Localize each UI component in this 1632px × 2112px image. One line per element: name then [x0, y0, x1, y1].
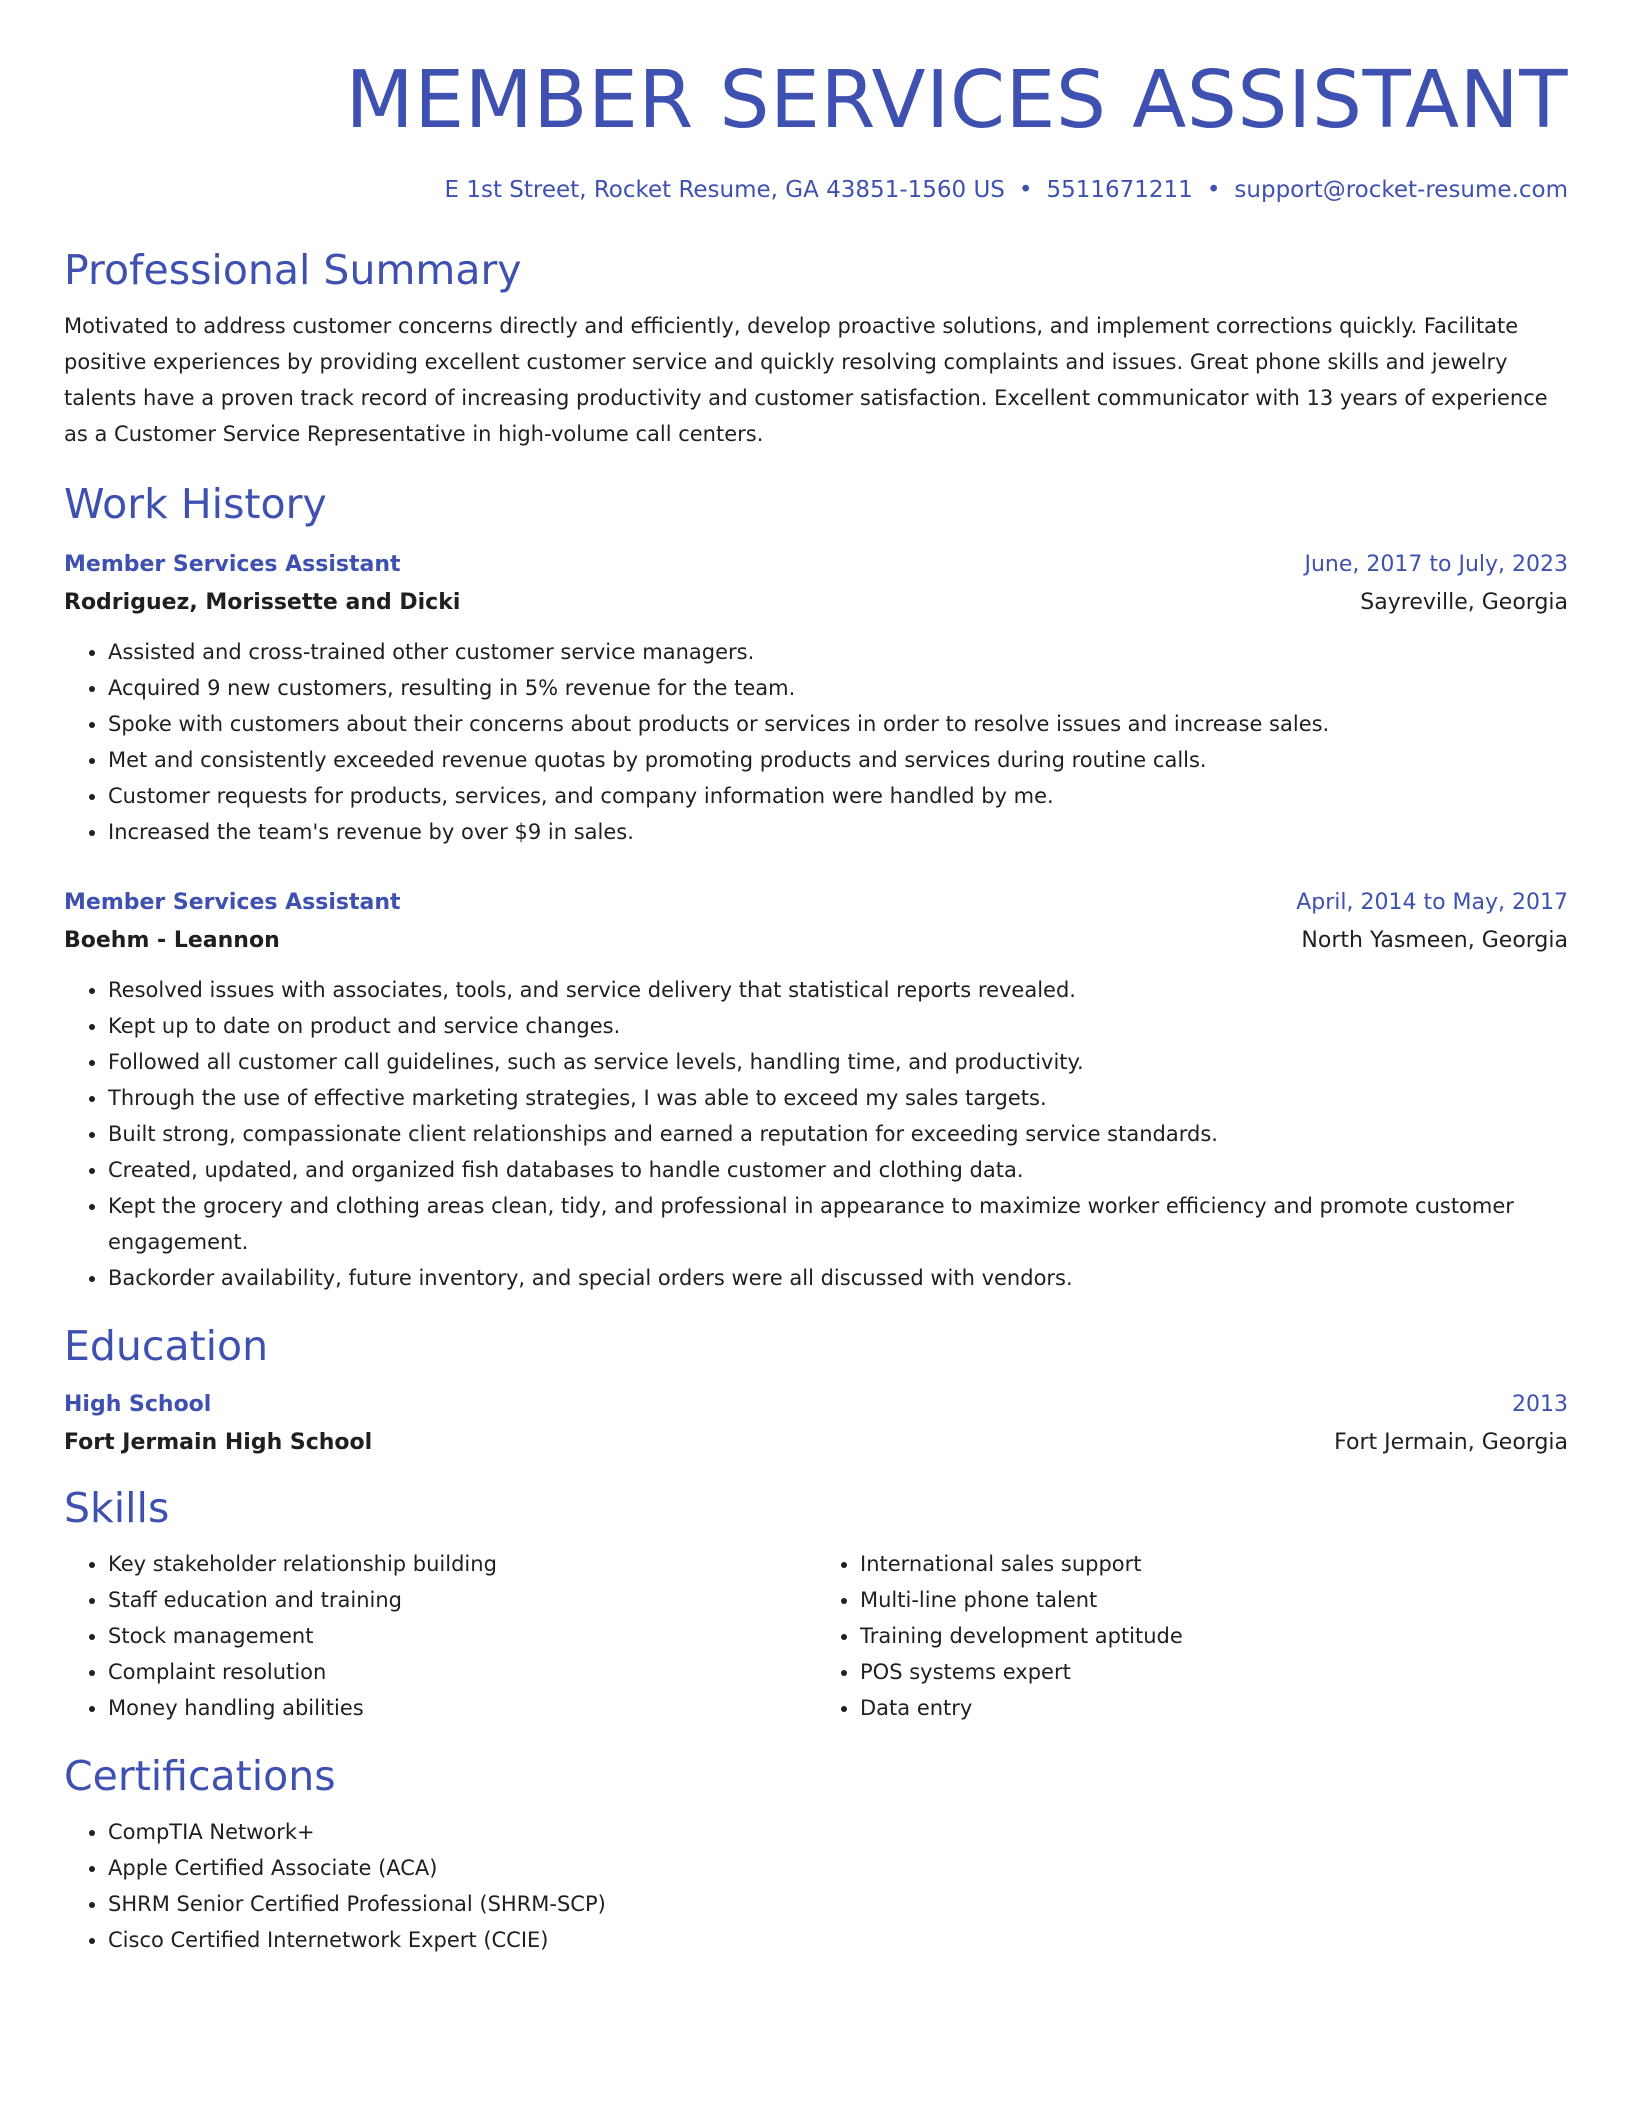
- job-title: Member Services Assistant: [64, 552, 401, 577]
- certification-item: • SHRM Senior Certified Professional (SHRM-SCP): [108, 1886, 1568, 1922]
- skill-item: • Money handling abilities: [108, 1690, 816, 1726]
- job-bullet: • Through the use of effective marketing strategies, I was able to exceed my sales targets.: [108, 1080, 1568, 1116]
- job-bullet: • Backorder availability, future inventory, and special orders were all discussed with vendors.: [108, 1260, 1568, 1296]
- job-entry: [64, 546, 1568, 850]
- job-bullets: [64, 634, 1568, 850]
- job-bullet: • Built strong, compassionate client relationships and earned a reputation for exceeding service standards.: [108, 1116, 1568, 1152]
- skill-item: • Data entry: [860, 1690, 1568, 1726]
- certification-item: • Cisco Certified Internetwork Expert (CCIE): [108, 1922, 1568, 1958]
- candidate-name: MEMBER SERVICES ASSISTANT: [345, 54, 1568, 146]
- skill-item: • International sales support: [860, 1546, 1568, 1582]
- education-location: Fort Jermain, Georgia: [1334, 1430, 1568, 1455]
- education-header-row: [64, 1386, 1568, 1424]
- skill-item: • Key stakeholder relationship building: [108, 1546, 816, 1582]
- job-header-row: [64, 884, 1568, 922]
- skills-columns: [64, 1546, 1568, 1726]
- education-school-row: [64, 1424, 1568, 1462]
- skill-item: • Multi-line phone talent: [860, 1582, 1568, 1618]
- contact-separator: •: [1206, 177, 1221, 203]
- summary-heading: Professional Summary: [64, 246, 522, 294]
- job-company: Rodriguez, Morissette and Dicki: [64, 590, 461, 615]
- job-title: Member Services Assistant: [64, 890, 401, 915]
- education-degree: High School: [64, 1392, 212, 1417]
- job-header-row: [64, 546, 1568, 584]
- job-bullet: • Increased the team's revenue by over $9 in sales.: [108, 814, 1568, 850]
- job-bullet: • Created, updated, and organized fish databases to handle customer and clothing data.: [108, 1152, 1568, 1188]
- contact-email[interactable]: support@rocket-resume.com: [1234, 177, 1568, 203]
- job-bullet: • Followed all customer call guidelines, such as service levels, handling time, and productivity.: [108, 1044, 1568, 1080]
- job-bullet: • Assisted and cross-trained other customer service managers.: [108, 634, 1568, 670]
- job-bullet: • Kept up to date on product and service changes.: [108, 1008, 1568, 1044]
- skill-item: • Stock management: [108, 1618, 816, 1654]
- education-year: 2013: [1512, 1392, 1568, 1417]
- job-bullet: • Resolved issues with associates, tools, and service delivery that statistical reports revealed.: [108, 972, 1568, 1008]
- education-entry: [64, 1386, 1568, 1462]
- job-company: Boehm - Leannon: [64, 928, 280, 953]
- job-bullet: • Spoke with customers about their concerns about products or services in order to resolve issues and increase sales.: [108, 706, 1568, 742]
- job-bullet: • Met and consistently exceeded revenue quotas by promoting products and services during routine calls.: [108, 742, 1568, 778]
- job-dates: June, 2017 to July, 2023: [1304, 552, 1568, 577]
- job-bullet: • Acquired 9 new customers, resulting in 5% revenue for the team.: [108, 670, 1568, 706]
- certification-item: • Apple Certified Associate (ACA): [108, 1850, 1568, 1886]
- job-bullet: • Kept the grocery and clothing areas clean, tidy, and professional in appearance to maximize worker efficiency and promote customer engagement.: [108, 1188, 1568, 1260]
- certifications-list: [64, 1814, 1568, 1958]
- skills-heading: Skills: [64, 1484, 170, 1532]
- contact-address: E 1st Street, Rocket Resume, GA 43851-1560 US: [444, 177, 1005, 203]
- contact-line: [64, 174, 1568, 206]
- summary-text: Motivated to address customer concerns directly and efficiently, develop proactive solutions, and implement corrections quickly. Facilitate positive experiences by providing excellent customer service and quickly resolving complaints and issues. Great phone skills and jewelry talents have a proven track record of increasing productivity and customer satisfaction. Excellent communicator with 13 years of experience as a Customer Service Representative in high-volume call centers.: [64, 314, 1548, 446]
- skills-left-list: [64, 1546, 816, 1726]
- certification-item: • CompTIA Network+: [108, 1814, 1568, 1850]
- job-entry: [64, 884, 1568, 1296]
- job-location: North Yasmeen, Georgia: [1301, 928, 1568, 953]
- skill-item: • Staff education and training: [108, 1582, 816, 1618]
- contact-phone: 5511671211: [1046, 177, 1193, 203]
- job-company-row: [64, 584, 1568, 622]
- contact-separator: •: [1018, 177, 1033, 203]
- job-bullet: • Customer requests for products, services, and company information were handled by me.: [108, 778, 1568, 814]
- education-heading: Education: [64, 1322, 269, 1370]
- skill-item: • Training development aptitude: [860, 1618, 1568, 1654]
- certifications-heading: Certifications: [64, 1752, 336, 1800]
- job-bullets: [64, 972, 1568, 1296]
- skills-right-list: [816, 1546, 1568, 1726]
- job-company-row: [64, 922, 1568, 960]
- education-school: Fort Jermain High School: [64, 1430, 373, 1455]
- job-dates: April, 2014 to May, 2017: [1296, 890, 1568, 915]
- skill-item: • POS systems expert: [860, 1654, 1568, 1690]
- work-history-heading: Work History: [64, 480, 327, 528]
- job-location: Sayreville, Georgia: [1360, 590, 1568, 615]
- skill-item: • Complaint resolution: [108, 1654, 816, 1690]
